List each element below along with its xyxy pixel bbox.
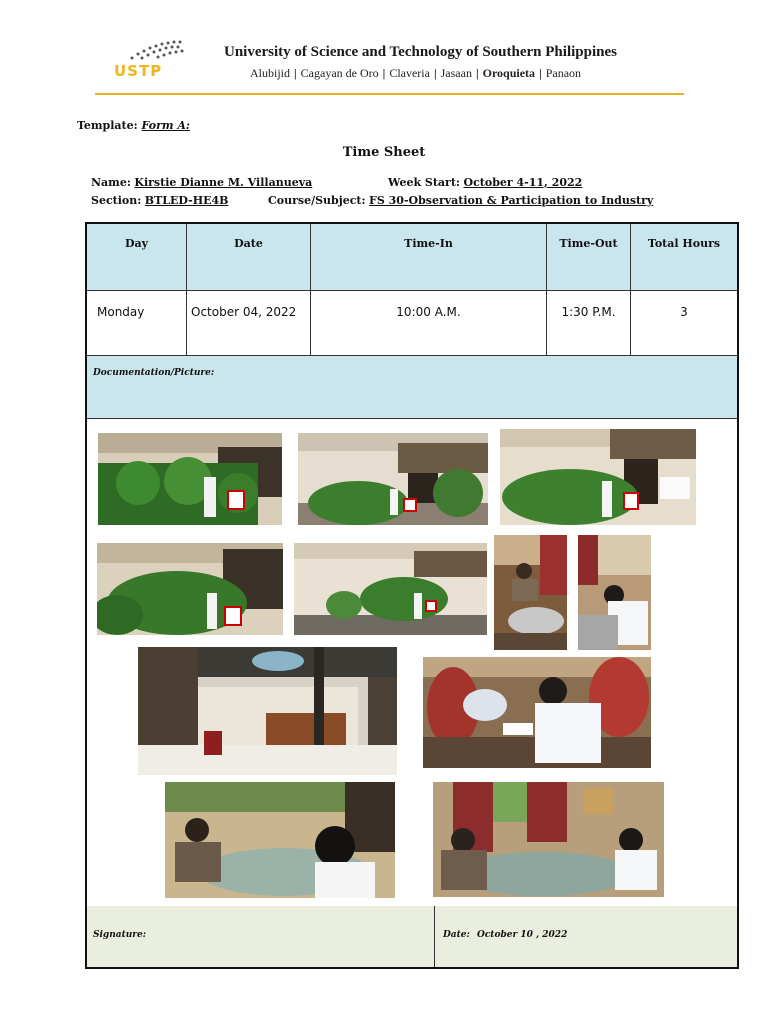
campus-separator: | xyxy=(475,66,479,80)
documentation-photo xyxy=(423,657,651,768)
name-field xyxy=(91,176,312,189)
header-day: Day xyxy=(87,224,187,291)
header-date: Date xyxy=(187,224,311,291)
cell-total-hours: 3 xyxy=(631,291,737,356)
documentation-photo xyxy=(500,429,696,525)
documentation-photo xyxy=(98,433,282,525)
documentation-photo xyxy=(165,782,395,898)
footer-date-value: October 10 , 2022 xyxy=(476,930,568,940)
template-value: Form A: xyxy=(141,119,190,132)
campus-separator: | xyxy=(382,66,386,80)
name-label: Name: xyxy=(91,176,131,189)
documentation-header xyxy=(87,356,737,419)
documentation-photo xyxy=(494,535,567,650)
page-title: Time Sheet xyxy=(342,145,426,160)
documentation-photo xyxy=(298,433,488,525)
university-name: University of Science and Technology of Southern Philippines xyxy=(224,44,617,60)
campus-name: Alubijid xyxy=(250,66,291,80)
header-time-out: Time-Out xyxy=(547,224,631,291)
cell-time-out: 1:30 P.M. xyxy=(547,291,631,356)
letterhead-rule xyxy=(95,93,684,95)
documentation-photo xyxy=(433,782,664,897)
header-total-hours: Total Hours xyxy=(631,224,737,291)
name-value: Kirstie Dianne M. Villanueva xyxy=(134,176,313,189)
week-value: October 4-11, 2022 xyxy=(463,176,583,189)
campus-separator: | xyxy=(539,66,542,80)
week-label: Week Start: xyxy=(388,176,460,189)
documentation-photo xyxy=(138,647,397,775)
campus-name: Jasaan xyxy=(440,66,472,80)
footer-date-field xyxy=(443,930,567,940)
campus-name: Oroquieta xyxy=(482,66,536,80)
template-line xyxy=(77,119,190,132)
campus-separator: | xyxy=(433,66,437,80)
campus-name: Cagayan de Oro xyxy=(300,66,379,80)
section-value: BTLED-HE4B xyxy=(144,194,229,207)
signature-label: Signature: xyxy=(93,930,147,940)
footer-date-label: Date: xyxy=(443,930,470,940)
time-sheet-table xyxy=(85,222,739,969)
course-value: FS 30-Observation & Participation to Industry xyxy=(369,194,654,207)
course-field xyxy=(268,194,653,207)
photo-gallery xyxy=(87,419,737,907)
cell-time-in: 10:00 A.M. xyxy=(311,291,547,356)
course-label: Course/Subject: xyxy=(268,194,366,207)
documentation-photo xyxy=(294,543,487,635)
cell-date: October 04, 2022 xyxy=(187,291,311,356)
campus-separator: | xyxy=(294,66,297,80)
documentation-label: Documentation/Picture: xyxy=(93,368,215,378)
date-cell xyxy=(435,906,737,967)
signature-cell xyxy=(87,906,435,967)
section-label: Section: xyxy=(91,194,142,207)
campus-name: Panaon xyxy=(545,66,582,80)
header-time-in: Time-In xyxy=(311,224,547,291)
campus-list xyxy=(250,66,581,81)
week-field xyxy=(388,176,582,189)
logo-text: USTP xyxy=(114,62,163,80)
template-label: Template: xyxy=(77,119,138,132)
section-field xyxy=(91,194,228,207)
campus-name: Claveria xyxy=(389,66,430,80)
documentation-photo xyxy=(578,535,651,650)
documentation-photo xyxy=(97,543,283,635)
cell-day: Monday xyxy=(87,291,187,356)
